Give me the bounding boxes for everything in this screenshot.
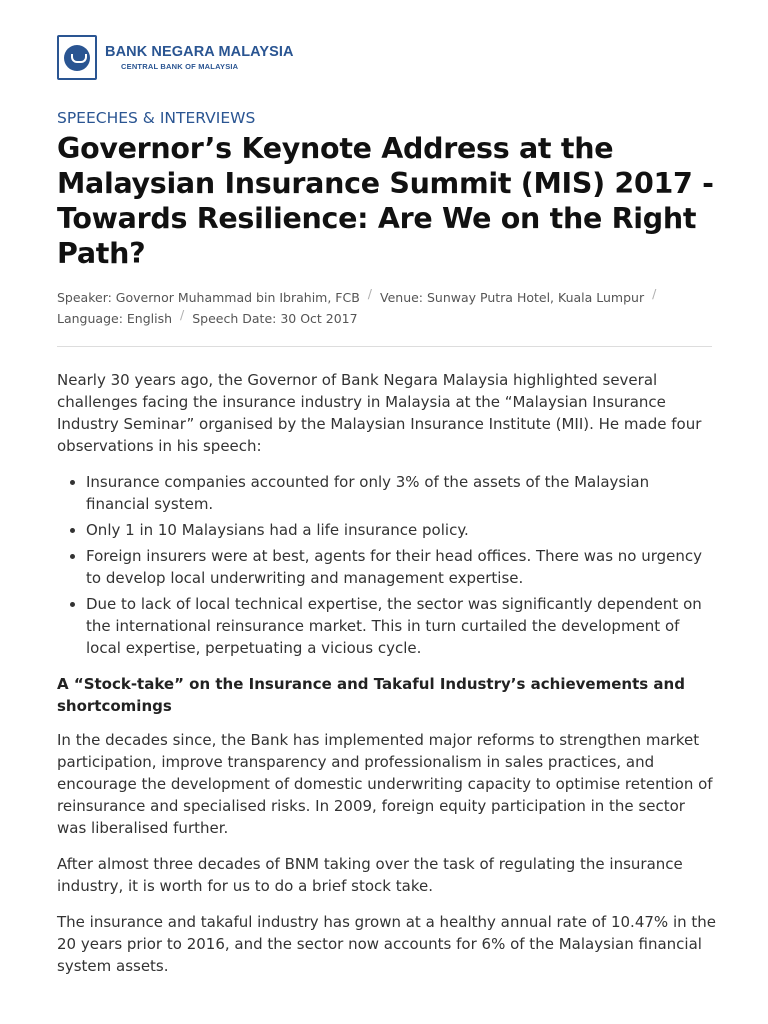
list-item: • Due to lack of local technical expertise, the sector was significantly dependent on the international reinsurance market. This in turn curtailed the development of local expertise, perpetuating a vicious cycle. <box>86 593 717 659</box>
page-title: Governor’s Keynote Address at the Malaysian Insurance Summit (MIS) 2017 - Towards Resilience: Are We on the Right Path? <box>57 132 714 270</box>
bank-seal-icon <box>57 35 97 80</box>
venue-label: Venue: Sunway Putra Hotel, Kuala Lumpur <box>380 290 645 305</box>
body-paragraph: After almost three decades of BNM taking over the task of regulating the insurance industry, it is worth for us to do a brief stock take. <box>57 855 683 895</box>
logo-text <box>105 44 294 71</box>
list-item: • Foreign insurers were at best, agents for their head offices. There was no urgency to develop local underwriting and management expertise. <box>86 545 717 589</box>
speech-body <box>57 369 717 991</box>
meta-separator: / <box>367 286 372 301</box>
body-paragraph: In the decades since, the Bank has implemented major reforms to strengthen market participation, improve transparency and professionalism in sales practices, and encourage the development of domestic underwriting capacity to optimise retention of reinsurance and specialised risks. In 2009, foreign equity participation in the sector was liberalised further. <box>57 731 713 837</box>
bank-subtitle: CENTRAL BANK OF MALAYSIA <box>121 62 239 71</box>
list-item: • Only 1 in 10 Malaysians had a life insurance policy. <box>86 519 717 541</box>
observations-list <box>57 471 717 659</box>
divider <box>57 346 712 347</box>
intro-paragraph: Nearly 30 years ago, the Governor of Bank Negara Malaysia highlighted several challenges facing the insurance industry in Malaysia at the “Malaysian Insurance Industry Seminar” organised by the Malaysian Insurance Institute (MII). He made four observations in his speech: <box>57 371 702 455</box>
bank-logo[interactable] <box>57 35 294 80</box>
speech-date-label: Speech Date: 30 Oct 2017 <box>192 311 358 326</box>
speaker-label: Speaker: Governor Muhammad bin Ibrahim, FCB <box>57 290 360 305</box>
speech-meta <box>57 287 717 329</box>
section-heading: A “Stock-take” on the Insurance and Takaful Industry’s achievements and shortcomings <box>57 675 685 715</box>
meta-separator: / <box>180 307 185 322</box>
bank-name: BANK NEGARA MALAYSIA <box>105 44 294 60</box>
language-label: Language: English <box>57 311 173 326</box>
list-item: • Insurance companies accounted for only 3% of the assets of the Malaysian financial system. <box>86 471 717 515</box>
meta-separator: / <box>652 286 657 301</box>
category-link[interactable]: SPEECHES & INTERVIEWS <box>57 109 256 127</box>
body-paragraph: The insurance and takaful industry has grown at a healthy annual rate of 10.47% in the 20 years prior to 2016, and the sector now accounts for 6% of the Malaysian financial system assets. <box>57 913 716 975</box>
